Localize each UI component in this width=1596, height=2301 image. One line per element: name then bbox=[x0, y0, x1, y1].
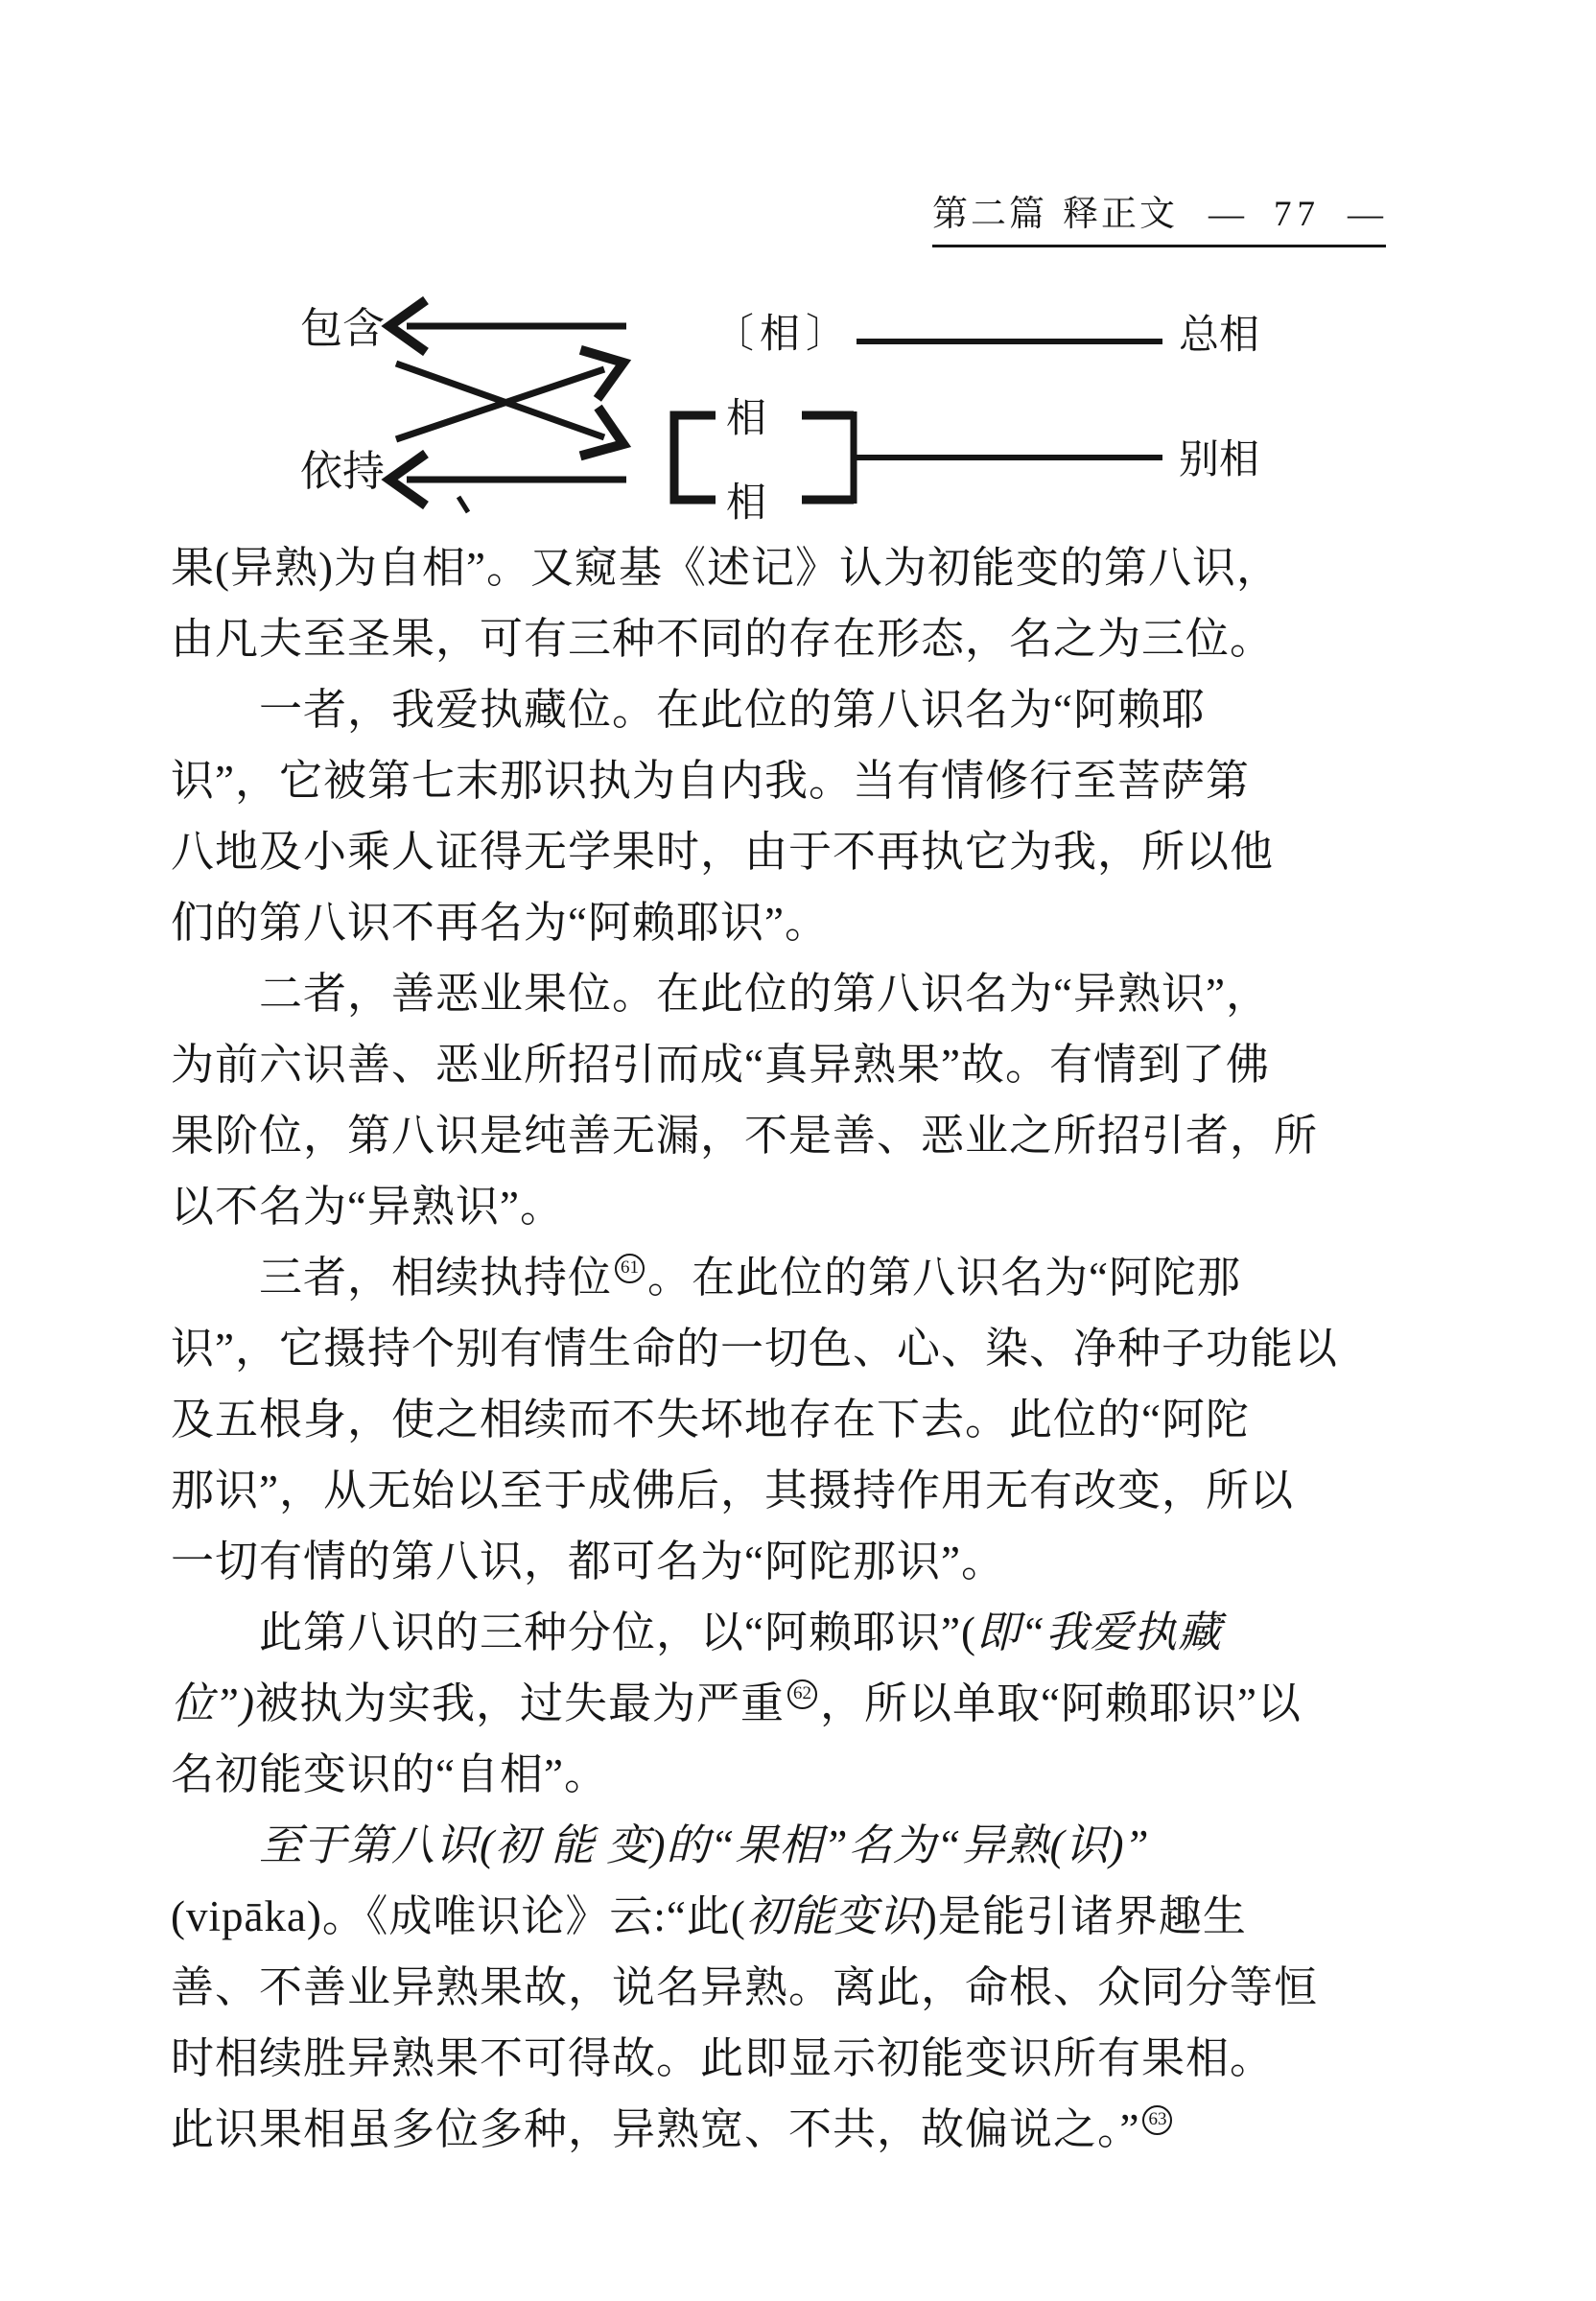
footnote-ref: 61 bbox=[615, 1254, 645, 1283]
header-section: 第二篇 bbox=[932, 195, 1047, 234]
text-segment: 至于第八识(初 能 变)的“果相”名为“异熟(识)” bbox=[259, 1821, 1150, 1869]
header-dash-left: — bbox=[1209, 195, 1247, 234]
diagram-label-xiang-top: 相 bbox=[726, 397, 767, 441]
body-line bbox=[259, 685, 1206, 735]
body-line bbox=[171, 1324, 1338, 1374]
footnote-ref: 62 bbox=[787, 1679, 817, 1709]
text-segment: 初能变识 bbox=[745, 1892, 923, 1940]
text-segment: 。在此位的第八识名为“阿陀那 bbox=[647, 1254, 1241, 1302]
body-line bbox=[259, 1253, 1241, 1303]
diagram-label-xiang-bottom: 相 bbox=[726, 481, 767, 526]
text-segment: (vipāka)。《成唯识论》云:“此( bbox=[171, 1892, 746, 1940]
text-segment: 被执为实我，过失最为严重 bbox=[255, 1679, 786, 1727]
text-segment: 八地及小乘人证得无学果时，由于不再执它为我，所以他 bbox=[171, 828, 1275, 876]
diagram-label-yichi: 依持 bbox=[300, 448, 385, 495]
text-segment: 此第八识的三种分位，以“阿赖耶识”( bbox=[259, 1608, 976, 1656]
header-page-number: 77 bbox=[1274, 195, 1321, 234]
body-line bbox=[171, 1749, 608, 1799]
body-line bbox=[259, 969, 1270, 1019]
text-segment: 识”，它摄持个别有情生命的一切色、心、染、净种子功能以 bbox=[171, 1325, 1338, 1373]
body-line bbox=[171, 2033, 1274, 2083]
diagram-label-biexiang: 别相 bbox=[1179, 438, 1260, 482]
text-segment: 名初能变识的“自相”。 bbox=[171, 1750, 608, 1798]
text-segment: 时相续胜异熟果不可得故。此即显示初能变识所有果相。 bbox=[171, 2034, 1275, 2082]
body-line bbox=[171, 1466, 1294, 1515]
body-line bbox=[171, 1891, 1247, 1941]
text-segment: 以不名为“异熟识”。 bbox=[171, 1183, 564, 1231]
body-line bbox=[171, 2104, 1175, 2154]
text-segment: 识”，它被第七末那识执为自内我。当有情修行至菩萨第 bbox=[171, 757, 1250, 805]
text-segment: 果(异熟)为自相”。又窥基《述记》认为初能变的第八识， bbox=[171, 544, 1280, 592]
body-line bbox=[171, 1537, 1005, 1586]
text-segment: 位”) bbox=[171, 1679, 256, 1727]
text-segment: 果阶位，第八识是纯善无漏，不是善、恶业之所招引者，所 bbox=[171, 1112, 1319, 1160]
text-segment: 一者，我爱执藏位。在此位的第八识名为“阿赖耶 bbox=[259, 686, 1206, 734]
text-segment: 由凡夫至圣果，可有三种不同的存在形态，名之为三位。 bbox=[171, 615, 1275, 663]
text-segment: 善、不善业异熟果故，说名异熟。离此，命根、众同分等恒 bbox=[171, 1963, 1319, 2011]
body-line bbox=[171, 1679, 1302, 1728]
text-segment: 一切有情的第八识，都可名为“阿陀那识”。 bbox=[171, 1538, 1005, 1585]
body-line bbox=[259, 1608, 1222, 1657]
body-line bbox=[171, 1395, 1250, 1444]
body-line bbox=[259, 1820, 1150, 1870]
diagram-label-zongxiang: 总相 bbox=[1179, 314, 1260, 358]
text-segment: 为前六识善、恶业所招引而成“真异熟果”故。有情到了佛 bbox=[171, 1041, 1270, 1089]
text-segment: 那识”，从无始以至于成佛后，其摄持作用无有改变，所以 bbox=[171, 1467, 1294, 1514]
text-segment: 及五根身，使之相续而不失坏地存在下去。此位的“阿陀 bbox=[171, 1396, 1250, 1444]
body-line bbox=[171, 827, 1274, 877]
body-line bbox=[171, 756, 1250, 806]
diagram-label-baohan: 包含 bbox=[300, 305, 385, 352]
body-line bbox=[171, 543, 1280, 593]
body-line bbox=[171, 1040, 1270, 1090]
text-segment: ，所以单取“阿赖耶识”以 bbox=[820, 1679, 1302, 1727]
footnote-ref: 63 bbox=[1142, 2105, 1172, 2135]
body-line bbox=[171, 1182, 564, 1232]
header-dash-right: — bbox=[1348, 195, 1386, 234]
text-segment: 二者，善恶业果位。在此位的第八识名为“异熟识”， bbox=[259, 970, 1270, 1018]
text-segment: 此识果相虽多位多种，异熟宽、不共，故偏说之。” bbox=[171, 2105, 1140, 2153]
body-line bbox=[171, 614, 1274, 664]
body-line bbox=[171, 1962, 1318, 2012]
text-segment: 们的第八识不再名为“阿赖耶识”。 bbox=[171, 899, 829, 947]
header-chapter-title: 释正文 bbox=[1063, 195, 1178, 234]
body-line bbox=[171, 1111, 1318, 1161]
diagram-label-xiang-bracketed: 〔相〕 bbox=[714, 313, 853, 357]
text-segment: )是能引诸界趣生 bbox=[922, 1892, 1247, 1940]
text-segment: 即“我爱执藏 bbox=[975, 1608, 1222, 1656]
body-line bbox=[171, 898, 829, 948]
text-segment: 三者，相续执持位 bbox=[259, 1254, 613, 1302]
